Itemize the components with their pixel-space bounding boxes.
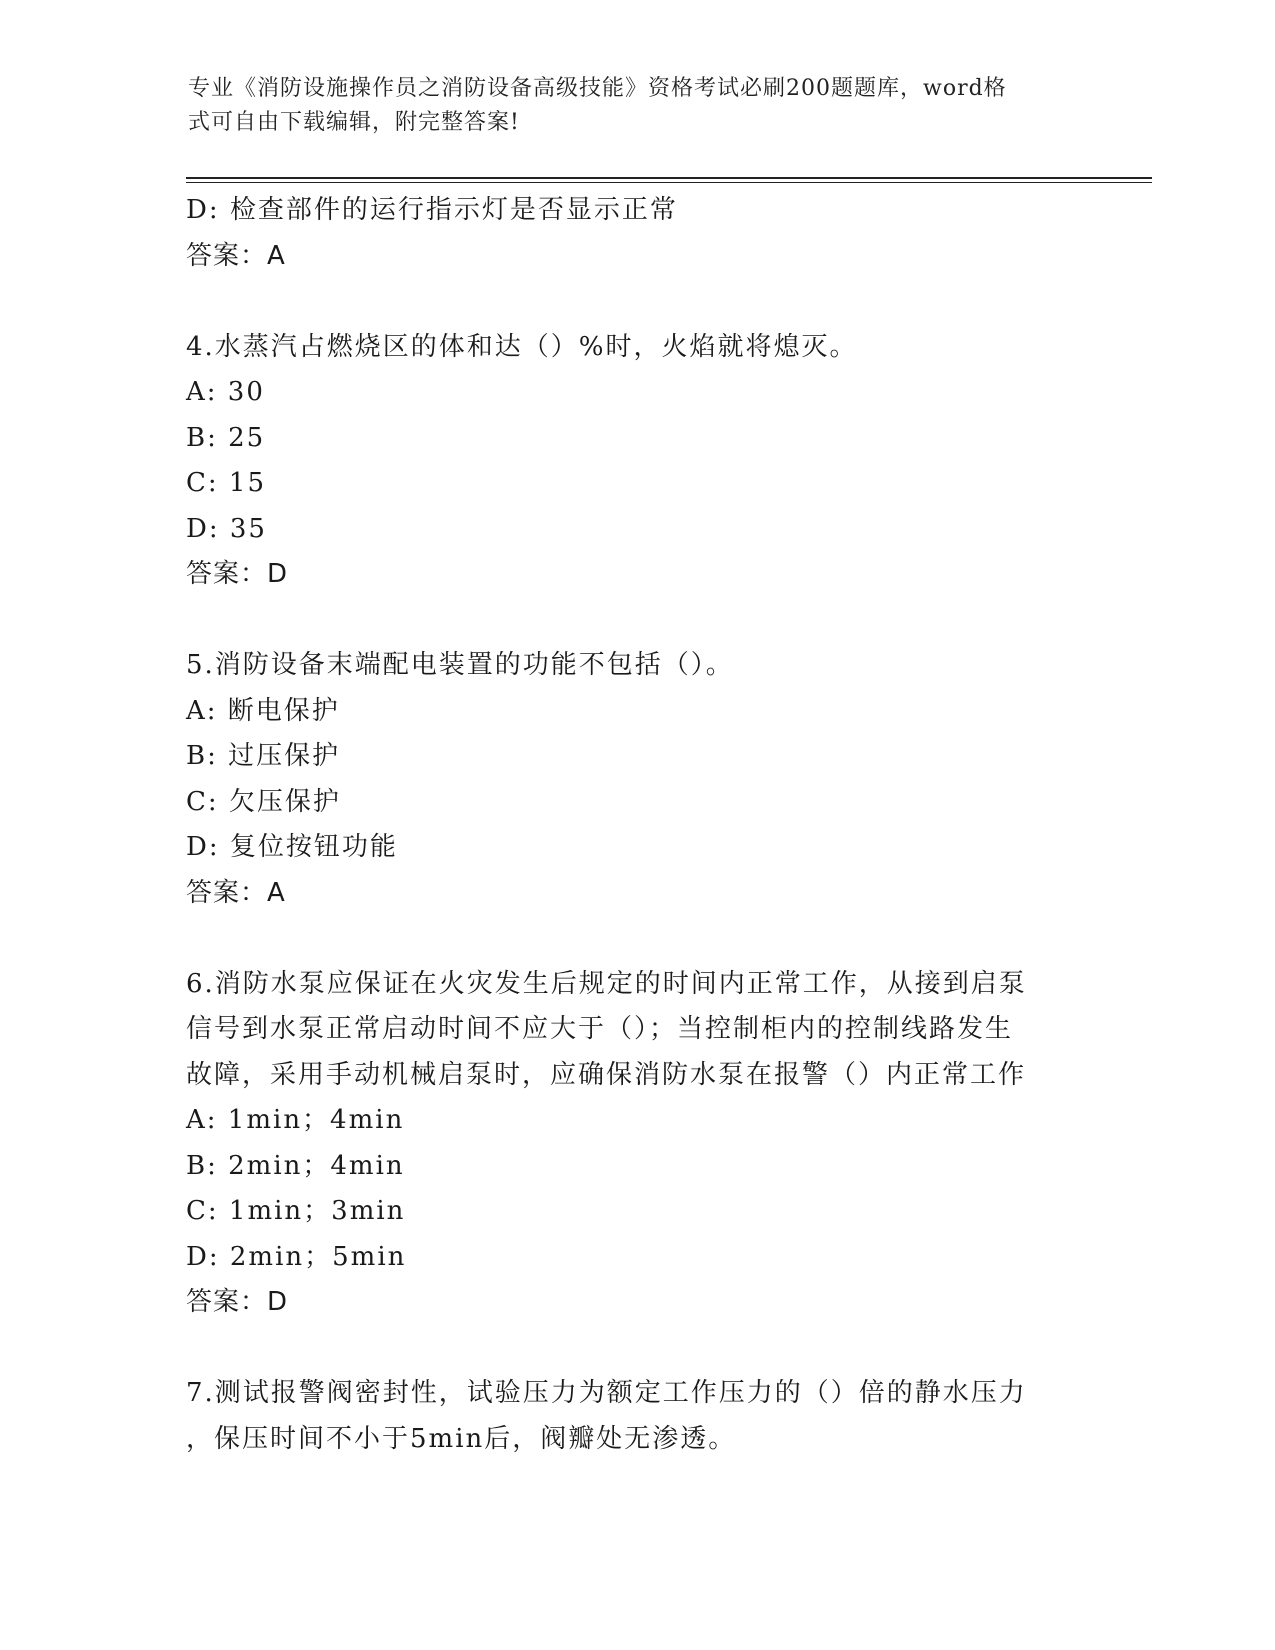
spacer (186, 279, 1066, 325)
question-5 (186, 643, 1066, 916)
option-a: A: 30 (186, 377, 265, 407)
prev-answer: 答案：A (186, 240, 286, 271)
option-c: C: 1min；3min (186, 1196, 406, 1226)
header-line-2: 式可自由下载编辑，附完整答案! (188, 110, 520, 135)
spacer (186, 1326, 1066, 1372)
question-text-line-3: 故障，采用手动机械启泵时，应确保消防水泵在报警（）内正常工作 (186, 1059, 1027, 1090)
header-line-1: 专业《消防设施操作员之消防设备高级技能》资格考试必刷200题题库，word格 (188, 76, 1007, 101)
option-b: B: 25 (186, 422, 266, 453)
answer: 答案：D (186, 559, 289, 589)
question-list (186, 188, 1066, 1462)
option-b: B: 过压保护 (186, 741, 341, 771)
spacer (186, 916, 1066, 962)
option-c: C: 欠压保护 (186, 786, 341, 817)
option-d: D: 35 (186, 513, 267, 544)
question-text: 5.消防设备末端配电装置的功能不包括（）。 (186, 650, 734, 680)
document-header (188, 72, 1068, 140)
question-text-line-2: 信号到水泵正常启动时间不应大于（）；当控制柜内的控制线路发生 (186, 1014, 1014, 1044)
question-text-line-2: ，保压时间不小于5min后，阀瓣处无渗透。 (186, 1423, 737, 1454)
option-a: A: 1min；4min (186, 1105, 405, 1135)
prev-option-d: D: 检查部件的运行指示灯是否显示正常 (186, 195, 678, 225)
question-text-line-1: 6.消防水泵应保证在火灾发生后规定的时间内正常工作，从接到启泵 (186, 968, 1027, 999)
answer: 答案：A (186, 877, 286, 908)
question-7 (186, 1371, 1066, 1462)
question-text: 4.水蒸汽占燃烧区的体和达（）%时，火焰就将熄灭。 (186, 331, 858, 362)
question-6 (186, 962, 1066, 1326)
question-4 (186, 325, 1066, 598)
option-a: A: 断电保护 (186, 695, 340, 726)
answer: 答案：D (186, 1287, 289, 1317)
option-d: D: 2min；5min (186, 1241, 407, 1272)
header-divider-thick (186, 177, 1152, 179)
option-b: B: 2min；4min (186, 1150, 405, 1181)
question-text-line-1: 7.测试报警阀密封性，试验压力为额定工作压力的（）倍的静水压力 (186, 1378, 1027, 1408)
header-divider-thin (186, 182, 1152, 183)
option-c: C: 15 (186, 468, 267, 498)
option-d: D: 复位按钮功能 (186, 832, 398, 862)
spacer (186, 598, 1066, 644)
